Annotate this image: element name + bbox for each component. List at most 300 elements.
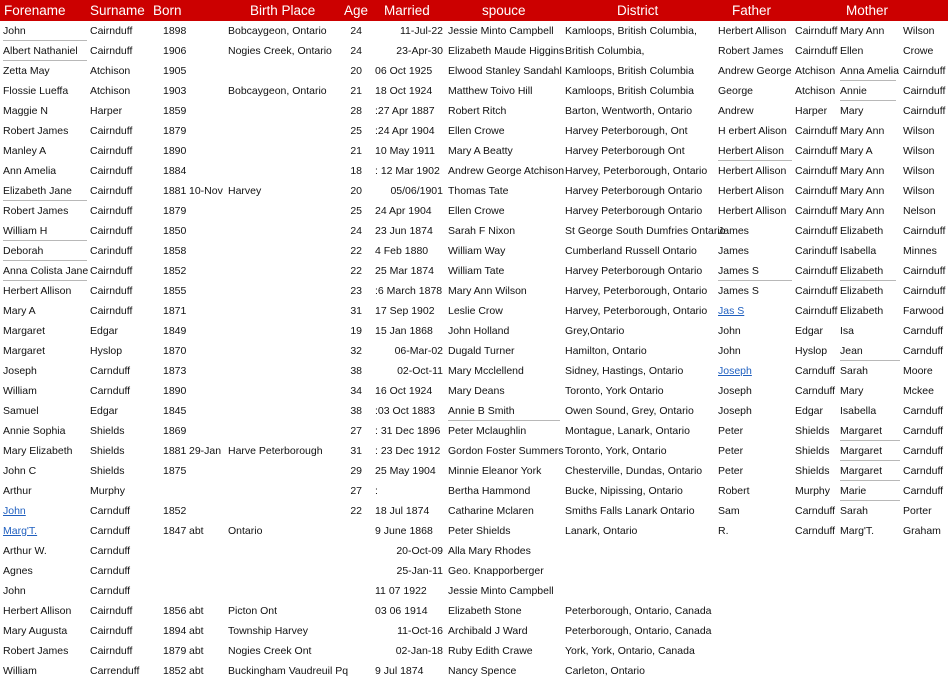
- married-cell[interactable]: 06 Oct 1925: [375, 65, 433, 77]
- married-cell[interactable]: 25 May 1904: [375, 465, 436, 477]
- spouse-cell[interactable]: Andrew George Atchison: [448, 165, 565, 177]
- born-cell[interactable]: 1858: [163, 245, 187, 257]
- age-cell[interactable]: 20: [350, 185, 362, 197]
- spouse-cell[interactable]: Geo. Knapporberger: [448, 565, 544, 577]
- father-cell[interactable]: Joseph: [718, 385, 752, 397]
- mother-surname-cell[interactable]: Wilson: [903, 145, 935, 157]
- forename-cell[interactable]: Mary Elizabeth: [3, 445, 73, 457]
- father-surname-cell[interactable]: Cairnduff: [795, 305, 838, 317]
- father-cell[interactable]: James S: [718, 285, 759, 297]
- spouse-cell[interactable]: Ruby Edith Crawe: [448, 645, 533, 657]
- surname-cell[interactable]: Shields: [90, 465, 125, 477]
- mother-cell[interactable]: Margaret: [840, 425, 883, 437]
- district-cell[interactable]: Owen Sound, Grey, Ontario: [565, 405, 694, 417]
- age-cell[interactable]: 28: [350, 105, 362, 117]
- mother-cell[interactable]: Elizabeth: [840, 265, 884, 277]
- mother-surname-cell[interactable]: Cairnduff: [903, 225, 946, 237]
- spouse-cell[interactable]: William Way: [448, 245, 506, 257]
- spouse-cell[interactable]: Annie B Smith: [448, 405, 515, 417]
- born-cell[interactable]: 1849: [163, 325, 187, 337]
- mother-surname-cell[interactable]: Cairnduff: [903, 65, 946, 77]
- surname-cell[interactable]: Cairnduff: [90, 185, 133, 197]
- born-cell[interactable]: 1845: [163, 405, 187, 417]
- spouse-cell[interactable]: Nancy Spence: [448, 665, 517, 677]
- father-cell[interactable]: John: [718, 345, 741, 357]
- forename-cell[interactable]: Albert Nathaniel: [3, 45, 78, 57]
- spouse-cell[interactable]: Dugald Turner: [448, 345, 515, 357]
- born-cell[interactable]: 1875: [163, 465, 187, 477]
- district-cell[interactable]: Harvey Peterborough, Ont: [565, 125, 688, 137]
- spouse-cell[interactable]: Gordon Foster Summers: [448, 445, 564, 457]
- forename-cell[interactable]: Arthur: [3, 485, 32, 497]
- married-cell[interactable]: 11-Oct-16: [397, 625, 443, 637]
- father-surname-cell[interactable]: Cairnduff: [795, 285, 838, 297]
- spouse-cell[interactable]: Minnie Eleanor York: [448, 465, 542, 477]
- father-surname-cell[interactable]: Carnduff: [795, 505, 836, 517]
- married-cell[interactable]: 25 Mar 1874: [375, 265, 434, 277]
- father-cell[interactable]: Andrew: [718, 105, 754, 117]
- father-surname-cell[interactable]: Cairnduff: [795, 165, 838, 177]
- mother-cell[interactable]: Anna Amelia: [840, 65, 899, 77]
- born-cell[interactable]: 1879: [163, 645, 187, 657]
- age-cell[interactable]: 25: [350, 125, 362, 137]
- age-cell[interactable]: 24: [350, 225, 362, 237]
- col-header-district[interactable]: District: [617, 3, 659, 18]
- col-header-father[interactable]: Father: [732, 3, 772, 18]
- born-cell[interactable]: 1855: [163, 285, 187, 297]
- mother-surname-cell[interactable]: Moore: [903, 365, 933, 377]
- born-cell[interactable]: 1879: [163, 125, 187, 137]
- forename-cell[interactable]: Deborah: [3, 245, 44, 257]
- spouse-cell[interactable]: Jessie Minto Campbell: [448, 25, 554, 37]
- surname-cell[interactable]: Hyslop: [90, 345, 123, 357]
- spouse-cell[interactable]: Ellen Crowe: [448, 125, 505, 137]
- born-extra-cell[interactable]: abt: [189, 645, 204, 657]
- age-cell[interactable]: [340, 561, 362, 581]
- father-surname-cell[interactable]: Carnduff: [795, 385, 836, 397]
- surname-cell[interactable]: Harper: [90, 105, 123, 117]
- spouse-cell[interactable]: Robert Ritch: [448, 105, 507, 117]
- age-cell[interactable]: 31: [350, 445, 362, 457]
- married-cell[interactable]: :24 Apr 1904: [375, 125, 435, 137]
- mother-cell[interactable]: Mary: [840, 385, 864, 397]
- father-surname-cell[interactable]: Harper: [795, 105, 828, 117]
- age-cell[interactable]: 21: [350, 145, 362, 157]
- age-cell[interactable]: 31: [350, 305, 362, 317]
- forename-cell[interactable]: Robert James: [3, 645, 69, 657]
- surname-cell[interactable]: Cairnduff: [90, 25, 133, 37]
- father-surname-cell[interactable]: Atchison: [795, 85, 836, 97]
- age-cell[interactable]: [340, 621, 362, 641]
- mother-cell[interactable]: Marg'T.: [840, 525, 875, 537]
- surname-cell[interactable]: Carnduff: [90, 525, 131, 537]
- father-cell[interactable]: John: [718, 325, 741, 337]
- birth-place-cell[interactable]: Picton Ont: [228, 605, 278, 617]
- born-extra-cell[interactable]: abt: [189, 525, 204, 537]
- married-cell[interactable]: 15 Jan 1868: [375, 325, 433, 337]
- spouse-cell[interactable]: Matthew Toivo Hill: [448, 85, 533, 97]
- mother-surname-cell[interactable]: Cairnduff: [903, 85, 946, 97]
- surname-cell[interactable]: Carnduff: [90, 385, 131, 397]
- surname-cell[interactable]: Cairnduff: [90, 605, 133, 617]
- age-cell[interactable]: [340, 661, 362, 681]
- born-extra-cell[interactable]: abt: [189, 625, 204, 637]
- district-cell[interactable]: Kamloops, British Columbia,: [565, 25, 697, 37]
- mother-surname-cell[interactable]: Carnduff: [903, 485, 944, 497]
- married-cell[interactable]: 23-Apr-30: [396, 45, 443, 57]
- forename-cell[interactable]: William: [3, 385, 37, 397]
- surname-cell[interactable]: Cairnduff: [90, 305, 133, 317]
- father-cell[interactable]: James: [718, 225, 749, 237]
- district-cell[interactable]: Harvey Peterborough Ont: [565, 145, 685, 157]
- married-cell[interactable]: 03 06 1914: [375, 605, 428, 617]
- surname-cell[interactable]: Carnduff: [90, 585, 131, 597]
- mother-cell[interactable]: Annie: [840, 85, 867, 97]
- surname-cell[interactable]: Shields: [90, 445, 125, 457]
- col-header-mother[interactable]: Mother: [846, 3, 889, 18]
- surname-cell[interactable]: Atchison: [90, 65, 131, 77]
- mother-cell[interactable]: Isabella: [840, 245, 877, 257]
- spouse-cell[interactable]: William Tate: [448, 265, 505, 277]
- forename-cell[interactable]: William H: [3, 225, 48, 237]
- mother-surname-cell[interactable]: Carnduff: [903, 465, 944, 477]
- district-cell[interactable]: Toronto, York, Ontario: [565, 445, 667, 457]
- mother-cell[interactable]: Sarah: [840, 365, 869, 377]
- forename-cell[interactable]: John: [3, 25, 26, 37]
- age-cell[interactable]: 27: [350, 425, 362, 437]
- mother-cell[interactable]: Ellen: [840, 45, 864, 57]
- father-cell[interactable]: Peter: [718, 445, 744, 457]
- father-surname-cell[interactable]: Murphy: [795, 485, 831, 497]
- col-header-age[interactable]: Age: [344, 3, 369, 18]
- forename-cell[interactable]: Elizabeth Jane: [3, 185, 72, 197]
- age-cell[interactable]: 24: [350, 25, 362, 37]
- district-cell[interactable]: Harvey, Peterborough, Ontario: [565, 285, 708, 297]
- district-cell[interactable]: York, York, Ontario, Canada: [565, 645, 695, 657]
- married-cell[interactable]: :27 Apr 1887: [375, 105, 435, 117]
- surname-cell[interactable]: Cairnduff: [90, 625, 133, 637]
- age-cell[interactable]: 19: [350, 325, 362, 337]
- father-cell[interactable]: Herbert Allison: [718, 25, 787, 37]
- father-surname-cell[interactable]: Carnduff: [795, 365, 836, 377]
- birth-place-cell[interactable]: Harvey: [228, 185, 262, 197]
- mother-surname-cell[interactable]: Porter: [903, 505, 932, 517]
- born-cell[interactable]: 1873: [163, 365, 187, 377]
- mother-surname-cell[interactable]: Minnes: [903, 245, 937, 257]
- birth-place-cell[interactable]: Bobcaygeon, Ontario: [228, 25, 327, 37]
- mother-cell[interactable]: Elizabeth: [840, 305, 884, 317]
- born-cell[interactable]: 1847: [163, 525, 187, 537]
- married-cell[interactable]: : 31 Dec 1896: [375, 425, 441, 437]
- age-cell[interactable]: 18: [350, 165, 362, 177]
- district-cell[interactable]: Harvey Peterborough Ontario: [565, 265, 703, 277]
- married-cell[interactable]: 02-Oct-11: [397, 365, 443, 377]
- mother-cell[interactable]: Mary Ann: [840, 25, 885, 37]
- forename-cell[interactable]: Herbert Allison: [3, 285, 72, 297]
- surname-cell[interactable]: Carnduff: [90, 365, 131, 377]
- forename-cell[interactable]: Ann Amelia: [3, 165, 57, 177]
- spouse-cell[interactable]: Jessie Minto Campbell: [448, 585, 554, 597]
- age-cell[interactable]: 22: [350, 245, 362, 257]
- father-cell[interactable]: Joseph: [718, 365, 752, 377]
- spouse-cell[interactable]: Sarah F Nixon: [448, 225, 516, 237]
- born-cell[interactable]: 1890: [163, 385, 187, 397]
- born-cell[interactable]: 1852: [163, 265, 187, 277]
- father-cell[interactable]: Robert James: [718, 45, 784, 57]
- surname-cell[interactable]: Cairnduff: [90, 225, 133, 237]
- surname-cell[interactable]: Cairnduff: [90, 265, 133, 277]
- forename-cell[interactable]: Joseph: [3, 365, 37, 377]
- mother-surname-cell[interactable]: Cairnduff: [903, 105, 946, 117]
- mother-cell[interactable]: Elizabeth: [840, 225, 884, 237]
- mother-surname-cell[interactable]: Wilson: [903, 185, 935, 197]
- mother-cell[interactable]: Marie: [840, 485, 867, 497]
- forename-cell[interactable]: Margaret: [3, 325, 46, 337]
- married-cell[interactable]: 11-Jul-22: [400, 25, 443, 37]
- father-surname-cell[interactable]: Carinduff: [795, 245, 838, 257]
- father-surname-cell[interactable]: Cairnduff: [795, 45, 838, 57]
- married-cell[interactable]: 02-Jan-18: [395, 645, 443, 657]
- married-cell[interactable]: :6 March 1878: [375, 285, 443, 297]
- col-header-married[interactable]: Married: [384, 3, 430, 18]
- forename-cell[interactable]: John: [3, 585, 26, 597]
- district-cell[interactable]: Sidney, Hastings, Ontario: [565, 365, 684, 377]
- forename-cell[interactable]: William: [3, 665, 37, 677]
- district-cell[interactable]: Harvey, Peterborough, Ontario: [565, 165, 708, 177]
- age-cell[interactable]: [340, 641, 362, 661]
- born-extra-cell[interactable]: 10-Nov: [189, 185, 223, 197]
- spouse-cell[interactable]: Mary Deans: [448, 385, 505, 397]
- forename-cell[interactable]: Samuel: [3, 405, 39, 417]
- mother-surname-cell[interactable]: Mckee: [903, 385, 934, 397]
- age-cell[interactable]: 24: [350, 45, 362, 57]
- father-cell[interactable]: Herbert Alison: [718, 145, 784, 157]
- mother-cell[interactable]: Isabella: [840, 405, 877, 417]
- district-cell[interactable]: Lanark, Ontario: [565, 525, 638, 537]
- married-cell[interactable]: 16 Oct 1924: [375, 385, 433, 397]
- born-cell[interactable]: 1906: [163, 45, 187, 57]
- mother-cell[interactable]: Mary: [840, 105, 864, 117]
- born-cell[interactable]: 1869: [163, 425, 187, 437]
- married-cell[interactable]: 06-Mar-02: [394, 345, 443, 357]
- mother-surname-cell[interactable]: Farwood: [903, 305, 944, 317]
- mother-surname-cell[interactable]: Carnduff: [903, 345, 944, 357]
- spouse-cell[interactable]: Ellen Crowe: [448, 205, 505, 217]
- age-cell[interactable]: 29: [350, 465, 362, 477]
- age-cell[interactable]: 22: [350, 505, 362, 517]
- married-cell[interactable]: 9 June 1868: [375, 525, 433, 537]
- district-cell[interactable]: Harvey Peterborough Ontario: [565, 185, 703, 197]
- father-surname-cell[interactable]: Edgar: [795, 405, 824, 417]
- forename-cell[interactable]: Anna Colista Jane: [3, 265, 89, 277]
- district-cell[interactable]: Barton, Wentworth, Ontario: [565, 105, 693, 117]
- birth-place-cell[interactable]: Harve Peterborough: [228, 445, 323, 457]
- father-surname-cell[interactable]: Cairnduff: [795, 205, 838, 217]
- age-cell[interactable]: 22: [350, 265, 362, 277]
- father-surname-cell[interactable]: Cairnduff: [795, 145, 838, 157]
- age-cell[interactable]: 32: [350, 345, 362, 357]
- district-cell[interactable]: St George South Dumfries Ontario: [565, 225, 726, 237]
- married-cell[interactable]: 9 Jul 1874: [375, 665, 424, 677]
- age-cell[interactable]: 38: [350, 405, 362, 417]
- father-surname-cell[interactable]: Cairnduff: [795, 225, 838, 237]
- father-cell[interactable]: Jas S: [718, 305, 745, 317]
- father-surname-cell[interactable]: Cairnduff: [795, 265, 838, 277]
- surname-cell[interactable]: Carnduff: [90, 545, 131, 557]
- mother-surname-cell[interactable]: Graham: [903, 525, 941, 537]
- district-cell[interactable]: Peterborough, Ontario, Canada: [565, 605, 712, 617]
- married-cell[interactable]: 18 Jul 1874: [375, 505, 430, 517]
- forename-cell[interactable]: Margaret: [3, 345, 46, 357]
- married-cell[interactable]: : 23 Dec 1912: [375, 445, 441, 457]
- mother-surname-cell[interactable]: Carnduff: [903, 405, 944, 417]
- surname-cell[interactable]: Cairnduff: [90, 125, 133, 137]
- mother-cell[interactable]: Isa: [840, 325, 855, 337]
- age-cell[interactable]: 25: [350, 205, 362, 217]
- born-extra-cell[interactable]: 29-Jan: [189, 445, 222, 457]
- born-cell[interactable]: 1890: [163, 145, 187, 157]
- married-cell[interactable]: 11 07 1922: [375, 585, 427, 597]
- spouse-cell[interactable]: Mary Ann Wilson: [448, 285, 527, 297]
- col-header-birth-place[interactable]: Birth Place: [250, 3, 316, 18]
- mother-surname-cell[interactable]: Cairnduff: [903, 285, 946, 297]
- married-cell[interactable]: 17 Sep 1902: [375, 305, 435, 317]
- spouse-cell[interactable]: Peter Shields: [448, 525, 511, 537]
- father-cell[interactable]: Herbert Allison: [718, 205, 787, 217]
- mother-surname-cell[interactable]: Wilson: [903, 125, 935, 137]
- surname-cell[interactable]: Cairnduff: [90, 285, 133, 297]
- father-cell[interactable]: George: [718, 85, 754, 97]
- forename-cell[interactable]: Marg'T.: [3, 525, 38, 537]
- born-cell[interactable]: 1852: [163, 665, 187, 677]
- age-cell[interactable]: [340, 581, 362, 601]
- born-cell[interactable]: 1856: [163, 605, 187, 617]
- born-cell[interactable]: 1903: [163, 85, 187, 97]
- surname-cell[interactable]: Shields: [90, 425, 125, 437]
- district-cell[interactable]: Kamloops, British Columbia: [565, 65, 694, 77]
- birth-place-cell[interactable]: Nogies Creek Ont: [228, 645, 312, 657]
- mother-cell[interactable]: Margaret: [840, 465, 883, 477]
- district-cell[interactable]: Cumberland Russell Ontario: [565, 245, 697, 257]
- age-cell[interactable]: [340, 541, 362, 561]
- mother-cell[interactable]: Elizabeth: [840, 285, 884, 297]
- born-cell[interactable]: 1905: [163, 65, 187, 77]
- surname-cell[interactable]: Edgar: [90, 325, 119, 337]
- surname-cell[interactable]: Atchison: [90, 85, 131, 97]
- mother-cell[interactable]: Mary Ann: [840, 205, 885, 217]
- mother-cell[interactable]: Margaret: [840, 445, 883, 457]
- mother-cell[interactable]: Sarah: [840, 505, 869, 517]
- married-cell[interactable]: 18 Oct 1924: [375, 85, 433, 97]
- spouse-cell[interactable]: Elizabeth Stone: [448, 605, 522, 617]
- mother-cell[interactable]: Mary Ann: [840, 125, 885, 137]
- district-cell[interactable]: British Columbia,: [565, 45, 645, 57]
- born-cell[interactable]: 1894: [163, 625, 187, 637]
- birth-place-cell[interactable]: Bobcaygeon, Ontario: [228, 85, 327, 97]
- forename-cell[interactable]: Mary Augusta: [3, 625, 68, 637]
- forename-cell[interactable]: Agnes: [3, 565, 33, 577]
- father-surname-cell[interactable]: Edgar: [795, 325, 824, 337]
- spouse-cell[interactable]: John Holland: [448, 325, 510, 337]
- born-extra-cell[interactable]: abt: [189, 665, 204, 677]
- father-cell[interactable]: Herbert Alison: [718, 185, 784, 197]
- father-surname-cell[interactable]: Carnduff: [795, 525, 836, 537]
- father-cell[interactable]: Sam: [718, 505, 740, 517]
- district-cell[interactable]: Harvey Peterborough Ontario: [565, 205, 703, 217]
- age-cell[interactable]: 34: [350, 385, 362, 397]
- surname-cell[interactable]: Cairnduff: [90, 205, 133, 217]
- born-cell[interactable]: 1871: [163, 305, 187, 317]
- col-header-born[interactable]: Born: [153, 3, 182, 18]
- married-cell[interactable]: 05/06/1901: [390, 185, 443, 197]
- surname-cell[interactable]: Murphy: [90, 485, 126, 497]
- father-cell[interactable]: Joseph: [718, 405, 752, 417]
- age-cell[interactable]: 21: [350, 85, 362, 97]
- married-cell[interactable]: 10 May 1911: [375, 145, 435, 157]
- born-cell[interactable]: 1881: [163, 445, 187, 457]
- surname-cell[interactable]: Cairnduff: [90, 45, 133, 57]
- district-cell[interactable]: Kamloops, British Columbia: [565, 85, 694, 97]
- married-cell[interactable]: 4 Feb 1880: [375, 245, 429, 257]
- spouse-cell[interactable]: Archibald J Ward: [448, 625, 528, 637]
- col-header-spouse[interactable]: spouce: [482, 3, 526, 18]
- mother-surname-cell[interactable]: Carnduff: [903, 445, 944, 457]
- col-header-forename[interactable]: Forename: [4, 3, 66, 18]
- forename-cell[interactable]: Manley A: [3, 145, 47, 157]
- forename-cell[interactable]: Flossie Lueffa: [3, 85, 69, 97]
- father-cell[interactable]: H erbert Alison: [718, 125, 787, 137]
- district-cell[interactable]: Montague, Lanark, Ontario: [565, 425, 690, 437]
- born-cell[interactable]: 1881: [163, 185, 187, 197]
- district-cell[interactable]: Harvey, Peterborough, Ontario: [565, 305, 708, 317]
- mother-surname-cell[interactable]: Cairnduff: [903, 265, 946, 277]
- father-surname-cell[interactable]: Cairnduff: [795, 25, 838, 37]
- col-header-surname[interactable]: Surname: [90, 3, 145, 18]
- birth-place-cell[interactable]: Buckingham Vaudreuil Pq: [228, 665, 349, 677]
- spouse-cell[interactable]: Bertha Hammond: [448, 485, 531, 497]
- spouse-cell[interactable]: Elizabeth Maude Higgins: [448, 45, 565, 57]
- father-cell[interactable]: Andrew George: [718, 65, 792, 77]
- age-cell[interactable]: 38: [350, 365, 362, 377]
- surname-cell[interactable]: Carrenduff: [90, 665, 140, 677]
- district-cell[interactable]: Carleton, Ontario: [565, 665, 645, 677]
- forename-cell[interactable]: Robert James: [3, 125, 69, 137]
- forename-cell[interactable]: Arthur W.: [3, 545, 47, 557]
- father-cell[interactable]: Robert: [718, 485, 750, 497]
- mother-cell[interactable]: Jean: [840, 345, 863, 357]
- surname-cell[interactable]: Cairnduff: [90, 645, 133, 657]
- district-cell[interactable]: Chesterville, Dundas, Ontario: [565, 465, 703, 477]
- forename-cell[interactable]: Zetta May: [3, 65, 50, 77]
- spouse-cell[interactable]: Leslie Crow: [448, 305, 503, 317]
- mother-surname-cell[interactable]: Wilson: [903, 165, 935, 177]
- married-cell[interactable]: 23 Jun 1874: [375, 225, 433, 237]
- mother-surname-cell[interactable]: Carnduff: [903, 425, 944, 437]
- father-surname-cell[interactable]: Hyslop: [795, 345, 828, 357]
- spouse-cell[interactable]: Peter Mclaughlin: [448, 425, 527, 437]
- age-cell[interactable]: [340, 521, 362, 541]
- married-cell[interactable]: 20-Oct-09: [396, 545, 443, 557]
- birth-place-cell[interactable]: Ontario: [228, 525, 263, 537]
- father-cell[interactable]: Herbert Allison: [718, 165, 787, 177]
- birth-place-cell[interactable]: Township Harvey: [228, 625, 308, 637]
- father-cell[interactable]: James S: [718, 265, 759, 277]
- surname-cell[interactable]: Carnduff: [90, 505, 131, 517]
- spouse-cell[interactable]: Mary Mcclellend: [448, 365, 524, 377]
- mother-surname-cell[interactable]: Wilson: [903, 25, 935, 37]
- father-surname-cell[interactable]: Shields: [795, 425, 830, 437]
- born-cell[interactable]: 1870: [163, 345, 187, 357]
